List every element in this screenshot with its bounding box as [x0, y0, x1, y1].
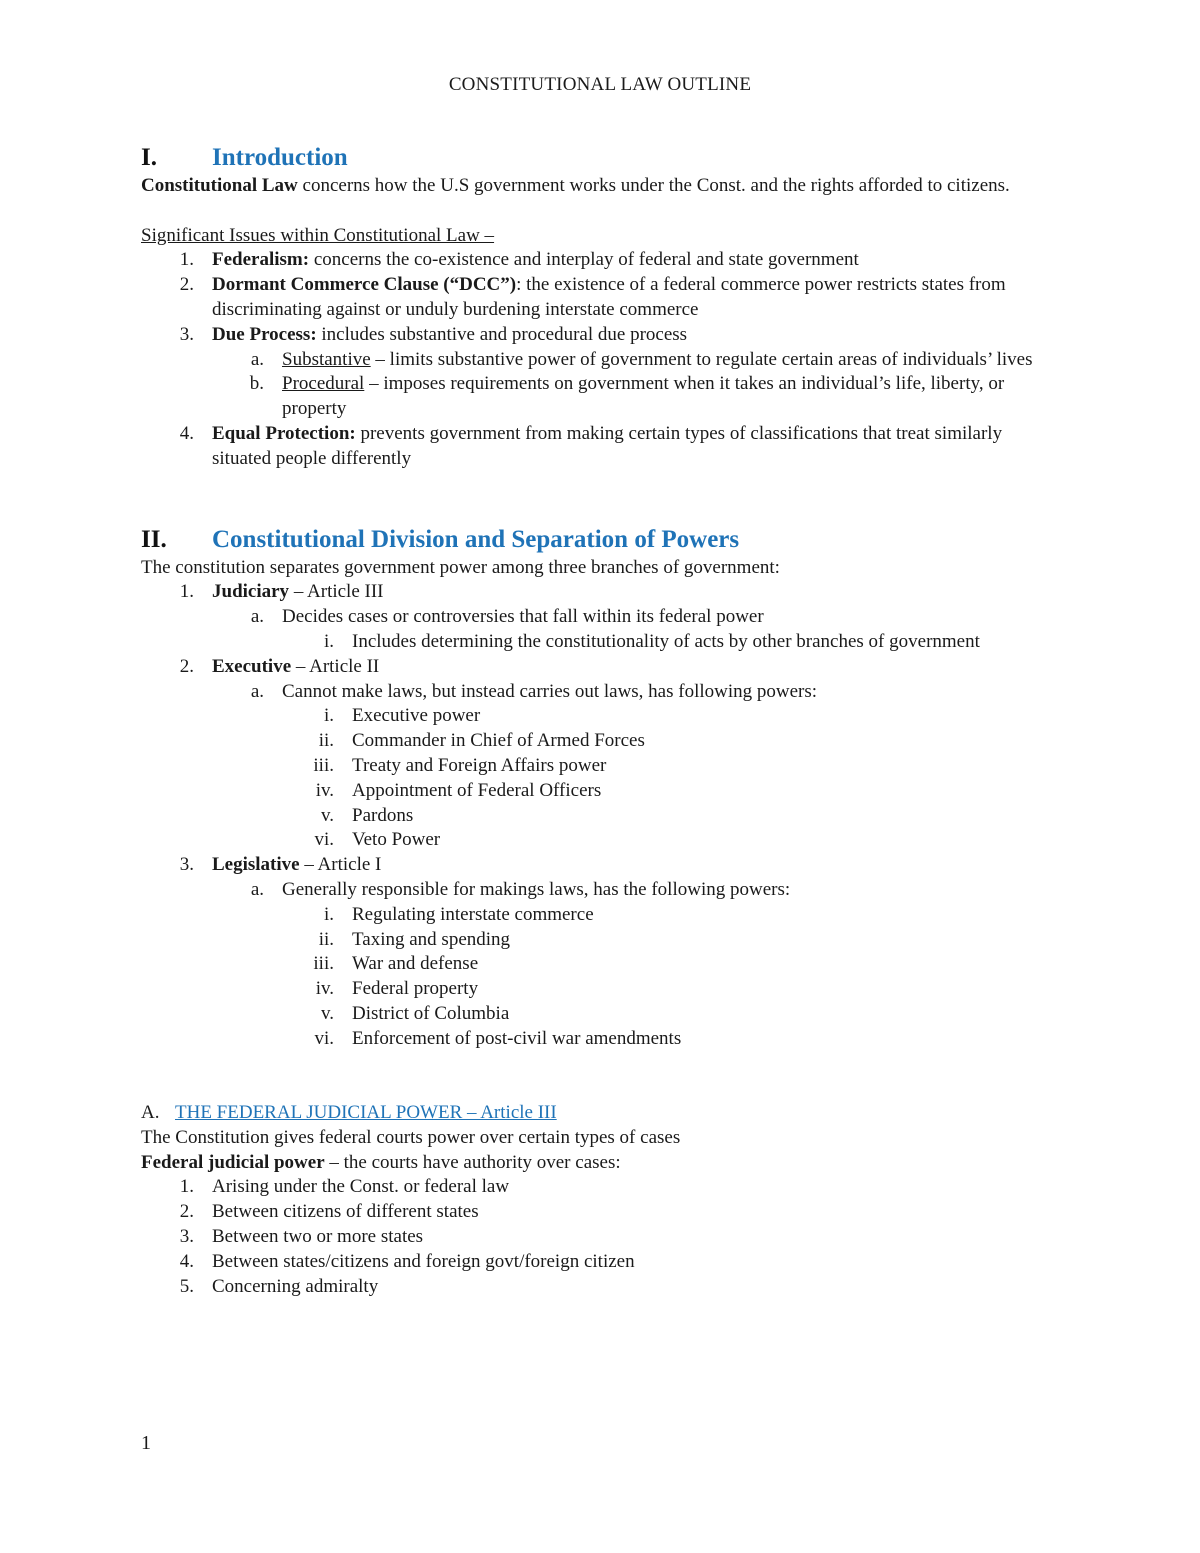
list-item-judiciary: 1. Judiciary – Article III	[179, 581, 384, 603]
list-subsubitem: ii. Taxing and spending	[318, 928, 511, 950]
section-number: II.	[141, 525, 167, 553]
list-subsubitem: i. Regulating interstate commerce	[323, 903, 594, 925]
list-subitem: b. Procedural – imposes requirements on government when it takes an individual’s life, liberty, or property	[249, 373, 1005, 420]
section-title: Introduction	[212, 144, 348, 171]
issues-label: Significant Issues within Constitutional Law –	[141, 224, 495, 246]
section-title: Constitutional Division and Separation of Powers	[212, 525, 740, 553]
list-subitem: a. Substantive – limits substantive power of government to regulate certain areas of individuals’ lives	[250, 348, 1033, 370]
list-item: 1. Arising under the Const. or federal law	[179, 1176, 510, 1198]
section-intro: The constitution separates government power among three branches of government:	[141, 556, 780, 578]
list-subsubitem: iii. Treaty and Foreign Affairs power	[313, 754, 607, 776]
document-content	[141, 142, 1061, 1299]
list-item: 2. Dormant Commerce Clause (“DCC”): the existence of a federal commerce power restricts states from discriminating against or unduly burdening interstate commerce	[179, 274, 1006, 320]
list-subitem: a. Cannot make laws, but instead carries out laws, has following powers:	[250, 680, 818, 702]
list-subsubitem: vi. Enforcement of post-civil war amendments	[314, 1027, 682, 1049]
list-subsubitem: v. Pardons	[320, 804, 414, 826]
subsection-heading-judicial-power	[141, 1101, 1061, 1126]
list-subsubitem: v. District of Columbia	[320, 1002, 510, 1024]
list-item: 3. Between two or more states	[179, 1226, 424, 1248]
section-number: I.	[141, 144, 157, 171]
list-item-executive: 2. Executive – Article II	[179, 655, 380, 677]
list-subsubitem: ii. Commander in Chief of Armed Forces	[318, 730, 645, 752]
list-subsubitem: iii. War and defense	[313, 953, 479, 975]
list-item: 2. Between citizens of different states	[179, 1201, 479, 1223]
judicial-power-link[interactable]: THE FEDERAL JUDICIAL POWER – Article III	[175, 1102, 557, 1124]
section-heading-introduction	[141, 142, 1061, 174]
list-subsubitem: vi. Veto Power	[314, 829, 441, 851]
list-subitem: a. Decides cases or controversies that fall within its federal power	[250, 606, 764, 628]
intro-text: concerns how the U.S government works under the Const. and the rights afforded to citizens.	[297, 175, 1010, 196]
list-item: 4. Equal Protection: prevents government from making certain types of classifications that treat similarly situated people differently	[179, 422, 1003, 469]
document-title: CONSTITUTIONAL LAW OUTLINE	[448, 74, 752, 95]
list-subsubitem: iv. Appointment of Federal Officers	[315, 779, 602, 801]
subsection-letter: A.	[141, 1102, 160, 1124]
section-heading-separation-of-powers	[141, 524, 1061, 556]
list-subsubitem: i. Includes determining the constitutionality of acts by other branches of government	[323, 630, 980, 652]
list-item: 1. Federalism: concerns the co-existence and interplay of federal and state government	[179, 249, 859, 271]
list-item: 3. Due Process: includes substantive and procedural due process	[179, 323, 688, 345]
subsection-intro: The Constitution gives federal courts power over certain types of cases	[141, 1126, 681, 1148]
list-subsubitem: i. Executive power	[323, 705, 481, 727]
list-subsubitem: iv. Federal property	[315, 978, 479, 1000]
list-item: 4. Between states/citizens and foreign govt/foreign citizen	[179, 1250, 635, 1272]
page-number: 1	[141, 1432, 151, 1454]
list-item: 5. Concerning admiralty	[179, 1275, 379, 1297]
list-subitem: a. Generally responsible for makings laws, has the following powers:	[250, 878, 791, 900]
list-item-legislative: 3. Legislative – Article I	[179, 854, 382, 876]
intro-bold-term: Constitutional Law	[141, 175, 298, 196]
judicial-power-definition: Federal judicial power – the courts have authority over cases:	[141, 1151, 621, 1173]
intro-paragraph	[141, 174, 1061, 199]
